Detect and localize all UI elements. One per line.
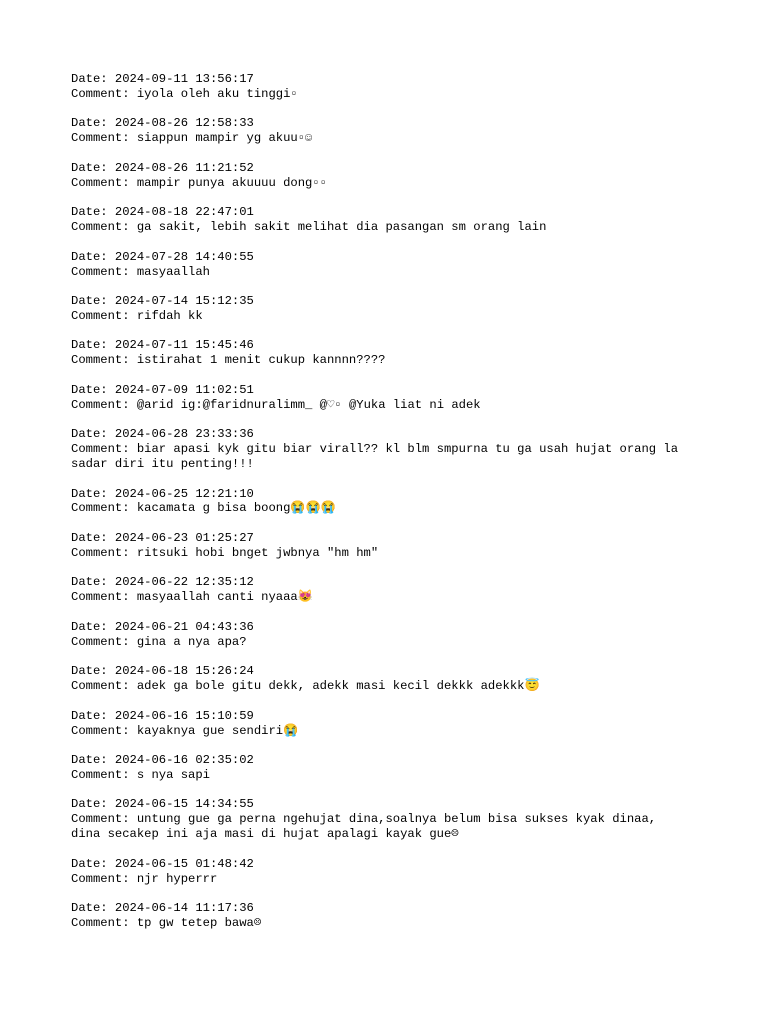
comment-text: Comment: iyola oleh aku tinggi▫ [71, 86, 298, 101]
comment-text: Comment: istirahat 1 menit cukup kannnn???? [71, 353, 386, 368]
comment-text: Comment: tp gw tetep bawa☹ [71, 916, 262, 931]
comment-entry [71, 161, 711, 191]
comment-date: Date: 2024-07-14 15:12:35 [71, 294, 254, 309]
comment-entry [71, 620, 711, 650]
comment-text: Comment: ritsuki hobi bnget jwbnya "hm hm" [71, 545, 379, 560]
comment-text: Comment: siappun mampir yg akuu▫☺ [71, 131, 313, 146]
comment-date: Date: 2024-06-16 15:10:59 [71, 708, 254, 723]
comment-date: Date: 2024-06-21 04:43:36 [71, 619, 254, 634]
comment-entry [71, 250, 711, 280]
comment-date: Date: 2024-07-11 15:45:46 [71, 338, 254, 353]
comment-entry [71, 205, 711, 235]
comment-entry [71, 709, 711, 739]
comment-text: Comment: @arid ig:@faridnuralimm_ @♡▫ @Yuka liat ni adek [71, 397, 481, 412]
comment-entry [71, 487, 711, 517]
comment-entry [71, 797, 711, 842]
comment-date: Date: 2024-06-23 01:25:27 [71, 530, 254, 545]
comment-entry [71, 427, 711, 472]
comment-text: Comment: masyaallah canti nyaaa😻 [71, 590, 313, 605]
comment-text: Comment: masyaallah [71, 264, 210, 279]
comment-date: Date: 2024-06-15 01:48:42 [71, 856, 254, 871]
comment-entry [71, 753, 711, 783]
comment-text: Comment: gina a nya apa? [71, 634, 247, 649]
comment-entry [71, 72, 711, 102]
comment-date: Date: 2024-08-18 22:47:01 [71, 205, 254, 220]
comment-text: Comment: kacamata g bisa boong😭😭😭 [71, 501, 336, 516]
comment-date: Date: 2024-08-26 11:21:52 [71, 160, 254, 175]
comment-text: Comment: kayaknya gue sendiri😭 [71, 723, 299, 738]
comment-date: Date: 2024-06-28 23:33:36 [71, 427, 254, 442]
comment-entry [71, 383, 711, 413]
comment-entry [71, 531, 711, 561]
comment-entry [71, 664, 711, 694]
comment-date: Date: 2024-07-28 14:40:55 [71, 249, 254, 264]
comment-date: Date: 2024-09-11 13:56:17 [71, 72, 254, 86]
comment-entry [71, 857, 711, 887]
comment-date: Date: 2024-06-15 14:34:55 [71, 797, 254, 812]
comment-entry [71, 338, 711, 368]
comment-date: Date: 2024-06-25 12:21:10 [71, 486, 254, 501]
comment-date: Date: 2024-08-26 12:58:33 [71, 116, 254, 131]
comment-text: Comment: rifdah kk [71, 308, 203, 323]
comment-text: Comment: mampir punya akuuuu dong▫▫ [71, 175, 327, 190]
comment-text: Comment: njr hyperrr [71, 871, 218, 886]
comment-date: Date: 2024-06-16 02:35:02 [71, 753, 254, 767]
comment-text: Comment: s nya sapi [71, 767, 210, 782]
comment-date: Date: 2024-07-09 11:02:51 [71, 382, 254, 397]
comment-entry [71, 901, 711, 931]
comment-entry [71, 116, 711, 146]
comment-date: Date: 2024-06-18 15:26:24 [71, 664, 254, 679]
comment-text: Comment: biar apasi kyk gitu biar virall?? kl blm smpurna tu ga usah hujat orang la sadar diri itu penting!!! [71, 442, 679, 472]
comment-log [71, 72, 711, 946]
comment-text: Comment: adek ga bole gitu dekk, adekk masi kecil dekkk adekkk😇 [71, 679, 540, 694]
comment-text: Comment: ga sakit, lebih sakit melihat dia pasangan sm orang lain [71, 220, 547, 235]
comment-entry [71, 294, 711, 324]
comment-date: Date: 2024-06-14 11:17:36 [71, 901, 254, 916]
comment-date: Date: 2024-06-22 12:35:12 [71, 575, 254, 590]
comment-text: Comment: untung gue ga perna ngehujat dina,soalnya belum bisa sukses kyak dinaa, dina secakep ini aja masi di hujat apalagi kayak gue☹ [71, 812, 657, 842]
comment-entry [71, 575, 711, 605]
